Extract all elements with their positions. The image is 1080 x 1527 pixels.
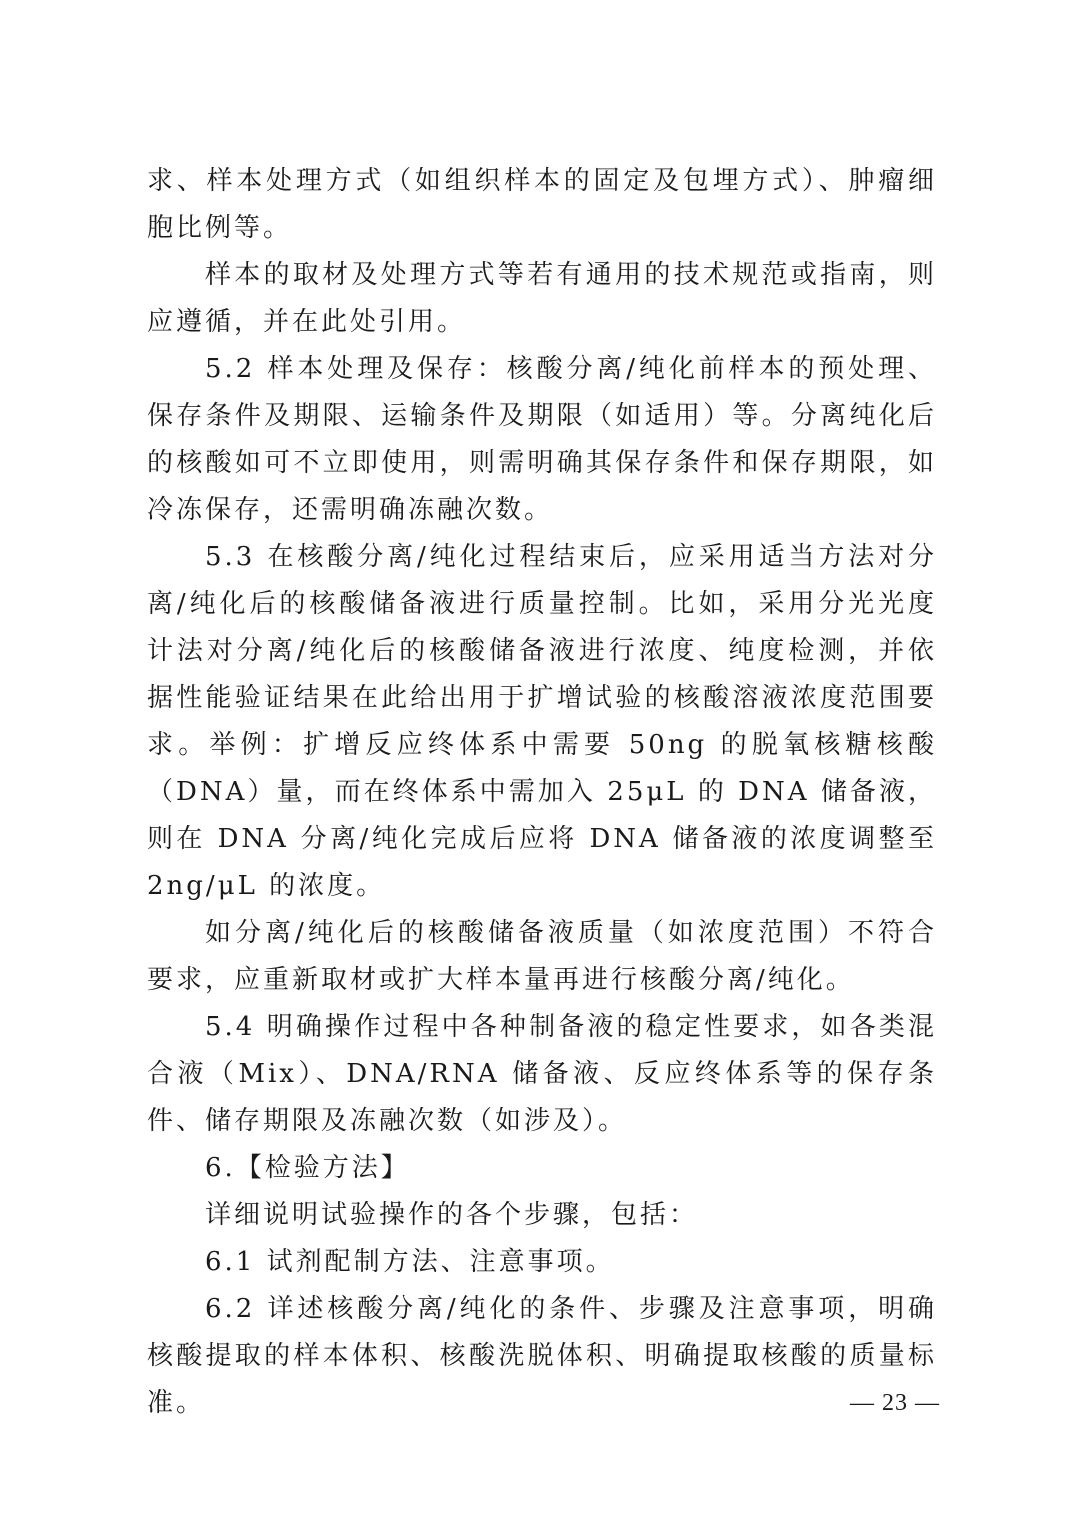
paragraph-5-4: 5.4 明确操作过程中各种制备液的稳定性要求，如各类混合液（Mix）、DNA/RNA 储备液、反应终体系等的保存条件、储存期限及冻融次数（如涉及）。 [147,1012,937,1136]
paragraph-6-intro: 详细说明试验操作的各个步骤，包括： [205,1200,699,1230]
paragraph-continued: 求、样本处理方式（如组织样本的固定及包埋方式）、肿瘤细胞比例等。 [147,166,937,243]
paragraph-5-2: 5.2 样本处理及保存：核酸分离/纯化前样本的预处理、保存条件及期限、运输条件及期限（如适用）等。分离纯化后的核酸如可不立即使用，则需明确其保存条件和保存期限，如冷冻保存，还需明确冻融次数。 [147,354,937,525]
body-text [147,158,937,1427]
paragraph-sampling-guidance: 样本的取材及处理方式等若有通用的技术规范或指南，则应遵循，并在此处引用。 [147,260,937,337]
paragraph-6-1: 6.1 试剂配制方法、注意事项。 [205,1247,615,1277]
paragraph-6-2: 6.2 详述核酸分离/纯化的条件、步骤及注意事项，明确核酸提取的样本体积、核酸洗脱体积、明确提取核酸的质量标准。 [147,1294,937,1418]
page-number: — 23 — [850,1390,940,1416]
section-heading-6: 6.【检验方法】 [205,1153,410,1183]
paragraph-quality-nonconforming: 如分离/纯化后的核酸储备液质量（如浓度范围）不符合要求，应重新取材或扩大样本量再进行核酸分离/纯化。 [147,918,937,995]
paragraph-5-3: 5.3 在核酸分离/纯化过程结束后，应采用适当方法对分离/纯化后的核酸储备液进行质量控制。比如，采用分光光度计法对分离/纯化后的核酸储备液进行浓度、纯度检测，并依据性能验证结果在此给出用于扩增试验的核酸溶液浓度范围要求。举例：扩增反应终体系中需要 50ng 的脱氧核糖核酸（DNA）量，而在终体系中需加入 25μL 的 DNA 储备液，则在 DNA 分离/纯化完成后应将 DNA 储备液的浓度调整至 2ng/μL 的浓度。 [147,542,937,901]
